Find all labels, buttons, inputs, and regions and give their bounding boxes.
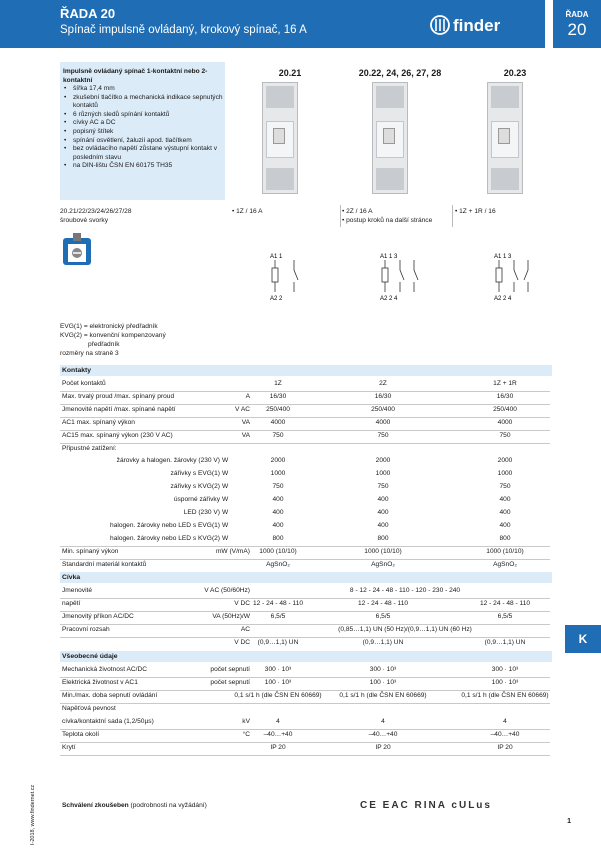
load-row-value: 800: [272, 535, 284, 542]
load-row-value: 400: [272, 522, 284, 529]
coil-rated-label: Jmenovité: [62, 587, 93, 594]
coil-power-value: 6,5/5: [270, 613, 286, 620]
page-number: 1: [567, 818, 571, 825]
coil-dc-value: 12 - 24 - 48 - 110: [479, 600, 531, 607]
load-row-unit: W: [222, 535, 229, 542]
min-power-row-value: 1000 (10/10): [259, 548, 297, 555]
general-row-unit: °C: [242, 731, 250, 738]
load-row-label: LED (230 V): [183, 509, 220, 516]
feature-item: • cívky AC a DC: [70, 119, 225, 128]
svg-text:A2 2 4: A2 2 4: [380, 296, 398, 302]
contact-row-value: 250/400: [493, 406, 517, 413]
coil-dc-label: napětí: [62, 600, 81, 607]
series-tab-label: ŘADA: [565, 10, 589, 19]
load-row-value: 1000: [270, 470, 286, 477]
coil-dc-value: 12 - 24 - 48 - 110: [357, 600, 409, 607]
contact-row-value: 750: [499, 432, 511, 439]
load-row-value: 750: [499, 483, 511, 490]
svg-text:finder: finder: [453, 16, 501, 35]
legend-dims: rozměry na straně 3: [60, 350, 119, 357]
coil-range-dc: (0,9…1,1) UN: [484, 639, 526, 646]
coil-range-dc: (0,9…1,1) UN: [362, 639, 404, 646]
load-row-label: zářivky s EVG(1): [170, 470, 220, 477]
load-row-value: 2000: [497, 457, 513, 464]
contact-row-label: Počet kontaktů: [62, 380, 106, 387]
general-row-label: cívka/kontaktní sada (1,2/50µs): [62, 718, 154, 725]
load-row-unit: W: [222, 470, 229, 477]
general-row-value: 4: [503, 718, 507, 725]
contact-row-label: Max. trvalý proud /max. spínaný proud: [62, 393, 175, 400]
load-row-value: 400: [377, 496, 389, 503]
feature-item: • šířka 17,4 mm: [70, 85, 225, 94]
legend-kvg-2: předřadník: [88, 341, 120, 348]
contact-row-label: AC1 max. spínaný výkon: [62, 419, 135, 426]
feature-item: • popisný štítek: [70, 128, 225, 137]
general-row-value: 4: [381, 718, 385, 725]
col-divider: [340, 205, 341, 227]
load-row-value: 750: [272, 483, 284, 490]
coil-dc-value: 12 - 24 - 48 - 110: [252, 600, 304, 607]
load-row-value: 800: [499, 535, 511, 542]
load-row-value: 800: [377, 535, 389, 542]
coil-range-unit-dc: V DC: [234, 639, 250, 646]
load-row-unit: W: [222, 522, 229, 529]
min-power-row-unit: mW (V/mA): [215, 548, 250, 555]
contact-row-value: 4000: [270, 419, 286, 426]
general-row-value: IP 20: [375, 744, 391, 751]
coil-range-ac: (0,85…1,1) UN (50 Hz)/(0,9…1,1) UN (60 Hz): [338, 626, 472, 633]
wiring-diagram-2: [378, 250, 458, 305]
general-row-value: 300 · 10³: [369, 666, 397, 673]
load-row-value: 2000: [375, 457, 391, 464]
section-vseobecne: Všeobecné údaje: [60, 651, 552, 662]
coil-power-unit: VA (50Hz)/W: [212, 613, 250, 620]
col2-note: • 2Z / 16 A: [342, 208, 373, 215]
contact-row-unit: A: [245, 393, 250, 400]
contact-row-value: 16/30: [374, 393, 392, 400]
series-title: ŘADA 20: [60, 6, 116, 21]
general-row-value: 4: [276, 718, 280, 725]
side-print: I-2018, www.findernet.cz: [30, 784, 36, 845]
general-row-unit: počet sepnutí: [210, 666, 250, 673]
load-row-value: 2000: [270, 457, 286, 464]
svg-text:A2 2: A2 2: [270, 296, 283, 302]
material-row-label: Standardní materiál kontaktů: [62, 561, 147, 568]
section-civka: Cívka: [60, 572, 552, 583]
general-row-value: 100 · 10³: [491, 679, 519, 686]
relay-image-2022: [372, 82, 408, 194]
contact-row-value: 4000: [375, 419, 391, 426]
column-head-3: 20.23: [503, 68, 527, 78]
load-title: Připustné zatížení:: [62, 445, 117, 452]
general-row-value: –40…+40: [263, 731, 293, 738]
load-row-label: žárovky a halogen. žárovky (230 V): [116, 457, 220, 464]
coil-power-label: Jmenovitý příkon AC/DC: [62, 613, 134, 620]
features-list: [60, 85, 225, 171]
min-power-row-value: 1000 (10/10): [364, 548, 402, 555]
load-row-label: halogen. žárovky nebo LED s EVG(1): [110, 522, 220, 529]
general-row-value: 0,1 s/1 h (dle ČSN EN 60669): [461, 692, 549, 699]
load-row-unit: W: [222, 509, 229, 516]
col3-note: • 1Z + 1R / 16: [455, 208, 496, 215]
features-box: [60, 62, 225, 200]
general-row-label: Min./max. doba sepnutí ovládání: [62, 692, 158, 699]
contact-row-value: 750: [377, 432, 389, 439]
load-row-unit: W: [222, 457, 229, 464]
contact-row-label: AC15 max. spínaný výkon (230 V AC): [62, 432, 173, 439]
screw-terminal-icon: [62, 232, 92, 266]
col2-note-2: • postup kroků na další stránce: [342, 217, 433, 224]
load-row-unit: W: [222, 483, 229, 490]
load-row-value: 400: [377, 509, 389, 516]
approvals-row: [60, 798, 550, 814]
contact-row-value: 750: [272, 432, 284, 439]
approvals-label: Schválení zkoušeben (podrobnosti na vyžádání): [62, 802, 207, 809]
general-row-unit: počet sepnutí: [210, 679, 250, 686]
contact-row-value: 250/400: [371, 406, 395, 413]
coil-rated-value: 8 - 12 - 24 - 48 - 110 - 120 - 230 - 240: [349, 587, 461, 594]
general-row-value: –40…+40: [490, 731, 520, 738]
load-row-value: 750: [377, 483, 389, 490]
wiring-diagram-1: [268, 250, 348, 305]
coil-dc-unit: V DC: [234, 600, 250, 607]
load-row-value: 400: [272, 509, 284, 516]
svg-text:A2 2 4: A2 2 4: [494, 296, 512, 302]
feature-item: • spínání osvětlení, žaluzií apod. tlačítkem: [70, 137, 225, 146]
svg-text:A1 1: A1 1: [270, 254, 283, 260]
general-row-value: 0,1 s/1 h (dle ČSN EN 60669): [339, 692, 427, 699]
load-row-value: 400: [272, 496, 284, 503]
general-row-value: 300 · 10³: [264, 666, 292, 673]
relay-image-2023: [487, 82, 523, 194]
general-row-value: 100 · 10³: [369, 679, 397, 686]
terminal-types: 20.21/22/23/24/26/27/28: [60, 208, 132, 215]
legend-kvg: KVG(2) = konvenční kompenzovaný: [60, 332, 166, 339]
legend-evg: EVG(1) = elektronický předřadník: [60, 323, 158, 330]
load-row-label: úsporné zářivky: [173, 496, 220, 503]
general-row-value: IP 20: [270, 744, 286, 751]
coil-rated-unit: V AC (50/60Hz): [204, 587, 250, 594]
load-row-value: 400: [499, 522, 511, 529]
approval-marks: CE EAC RINA cULus: [360, 800, 492, 811]
load-row-value: 1000: [375, 470, 391, 477]
col1-note: • 1Z / 16 A: [232, 208, 263, 215]
load-row-label: halogen. žárovky nebo LED s KVG(2): [110, 535, 220, 542]
contact-row-value: 250/400: [266, 406, 290, 413]
min-power-row-value: 1000 (10/10): [486, 548, 524, 555]
series-tab: [553, 0, 601, 48]
general-row-unit: kV: [242, 718, 250, 725]
svg-text:A1 1 3: A1 1 3: [380, 254, 398, 260]
coil-range-dc: (0,9…1,1) UN: [257, 639, 299, 646]
contact-row-value: 16/30: [496, 393, 514, 400]
material-row-value: AgSnO₂: [266, 561, 290, 568]
contact-row-value: 2Z: [379, 380, 387, 387]
contact-row-value: 4000: [497, 419, 513, 426]
contact-row-label: Jmenovité napětí /max. spínané napětí: [62, 406, 176, 413]
series-subtitle: Spínač impulsně ovládaný, krokový spínač, 16 A: [60, 24, 307, 36]
general-row-label: Mechanická životnost AC/DC: [62, 666, 148, 673]
coil-range-label: Pracovní rozsah: [62, 626, 110, 633]
general-row-value: 0,1 s/1 h (dle ČSN EN 60669): [234, 692, 322, 699]
finder-logo: [430, 14, 540, 36]
coil-power-value: 6,5/5: [497, 613, 513, 620]
col-divider: [452, 205, 453, 227]
general-row-label: Elektrická životnost v AC1: [62, 679, 138, 686]
general-row-label: Teplota okolí: [62, 731, 100, 738]
features-title: Impulsně ovládaný spínač 1-kontaktní nebo 2-kontaktní: [63, 68, 208, 84]
load-row-value: 400: [499, 496, 511, 503]
material-row-value: AgSnO₂: [493, 561, 517, 568]
column-head-1: 20.21: [278, 68, 302, 78]
contact-row-value: 1Z: [274, 380, 282, 387]
load-row-value: 400: [377, 522, 389, 529]
column-head-2: 20.22, 24, 26, 27, 28: [358, 68, 442, 78]
general-row-label: Napěťová pevnost: [62, 705, 116, 712]
min-power-row-label: Min. spínaný výkon: [62, 548, 119, 555]
wiring-diagram-3: [492, 250, 572, 305]
load-row-value: 1000: [497, 470, 513, 477]
load-row-label: zářivky s KVG(2): [170, 483, 220, 490]
relay-image-2021: [262, 82, 298, 194]
contact-row-unit: VA: [241, 432, 250, 439]
contact-row-unit: VA: [241, 419, 250, 426]
general-row-value: IP 20: [497, 744, 513, 751]
load-row-unit: W: [222, 496, 229, 503]
coil-power-value: 6,5/5: [375, 613, 391, 620]
section-tab-k: K: [565, 625, 601, 653]
material-row-value: AgSnO₂: [371, 561, 395, 568]
general-row-value: 100 · 10³: [264, 679, 292, 686]
terminal-screw: šroubové svorky: [60, 217, 109, 224]
general-row-value: 300 · 10³: [491, 666, 519, 673]
coil-range-unit-ac: AC: [240, 626, 250, 633]
svg-text:A1 1 3: A1 1 3: [494, 254, 512, 260]
contact-row-value: 16/30: [269, 393, 287, 400]
general-row-label: Krytí: [62, 744, 76, 751]
contact-row-unit: V AC: [234, 406, 250, 413]
feature-item: • zkušební tlačítko a mechanická indikace sepnutých kontaktů: [70, 94, 225, 111]
feature-item: • 6 různých sledů spínání kontaktů: [70, 111, 225, 120]
feature-item: • na DIN-lištu ČSN EN 60175 TH35: [70, 162, 225, 171]
general-row-value: –40…+40: [368, 731, 398, 738]
series-tab-number: 20: [567, 20, 587, 39]
feature-item: • bez ovládacího napětí zůstane výstupní kontakt v posledním stavu: [70, 145, 225, 162]
contact-row-value: 1Z + 1R: [493, 380, 517, 387]
load-row-value: 400: [499, 509, 511, 516]
section-kontakty: Kontakty: [60, 365, 552, 376]
